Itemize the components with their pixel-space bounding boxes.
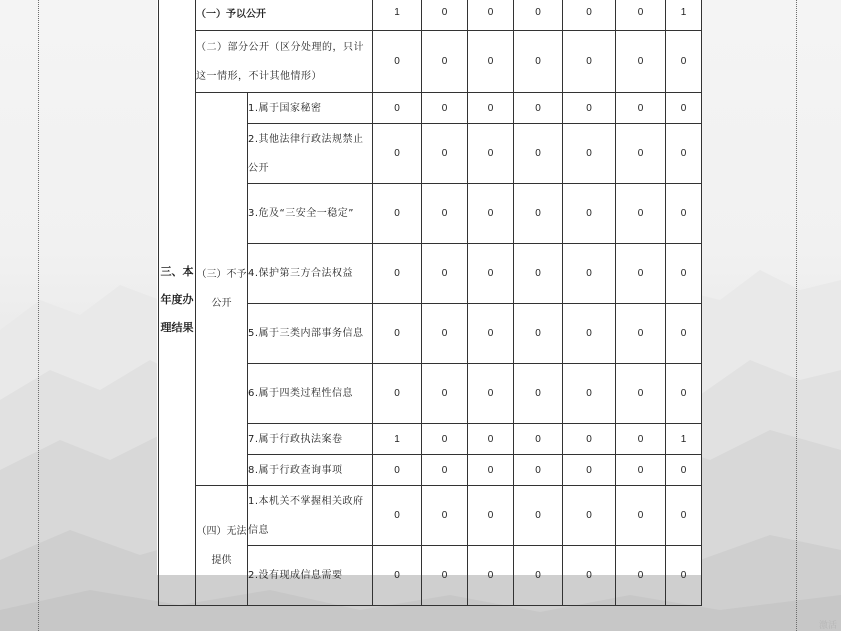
value-cell: 0 bbox=[373, 93, 422, 124]
value-cell: 0 bbox=[468, 31, 514, 93]
value-cell: 0 bbox=[563, 93, 616, 124]
section-heading-cell bbox=[159, 0, 196, 606]
value-cell: 0 bbox=[422, 244, 468, 304]
section-title: 三、本年度办理结果 bbox=[160, 265, 194, 334]
value-cell: 0 bbox=[468, 546, 514, 606]
value-cell: 0 bbox=[616, 546, 666, 606]
value-cell: 0 bbox=[616, 424, 666, 455]
group-label-cell bbox=[196, 93, 248, 486]
value-cell: 0 bbox=[616, 31, 666, 93]
value-cell: 0 bbox=[514, 184, 563, 244]
value-cell: 0 bbox=[373, 364, 422, 424]
value-cell: 0 bbox=[422, 455, 468, 486]
value-cell: 0 bbox=[666, 184, 702, 244]
value-cell: 0 bbox=[514, 93, 563, 124]
value-cell: 0 bbox=[666, 31, 702, 93]
value-cell: 0 bbox=[563, 244, 616, 304]
row-label: 7.属于行政执法案卷 bbox=[248, 424, 373, 455]
value-cell: 0 bbox=[468, 424, 514, 455]
row-label: 2.没有现成信息需要 bbox=[248, 546, 373, 606]
group-title: （四）无法提供 bbox=[196, 525, 247, 566]
value-cell: 0 bbox=[422, 364, 468, 424]
group-label-cell bbox=[196, 486, 248, 606]
value-cell: 0 bbox=[373, 124, 422, 184]
value-cell: 0 bbox=[373, 304, 422, 364]
value-cell: 0 bbox=[468, 124, 514, 184]
value-cell: 0 bbox=[468, 93, 514, 124]
table-row bbox=[159, 31, 702, 93]
value-cell: 0 bbox=[422, 93, 468, 124]
value-cell: 0 bbox=[666, 364, 702, 424]
value-cell: 0 bbox=[563, 546, 616, 606]
value-cell: 0 bbox=[514, 124, 563, 184]
value-cell: 1 bbox=[373, 424, 422, 455]
value-cell: 0 bbox=[514, 31, 563, 93]
value-cell: 0 bbox=[666, 455, 702, 486]
value-cell: 0 bbox=[563, 424, 616, 455]
value-cell: 0 bbox=[468, 244, 514, 304]
table-row bbox=[159, 486, 702, 546]
table-row bbox=[159, 93, 702, 124]
value-cell: 0 bbox=[514, 486, 563, 546]
value-cell: 0 bbox=[563, 0, 616, 31]
value-cell: 0 bbox=[373, 31, 422, 93]
value-cell: 0 bbox=[666, 546, 702, 606]
value-cell: 0 bbox=[563, 184, 616, 244]
row-label: 1.本机关不掌握相关政府信息 bbox=[248, 486, 373, 546]
value-cell: 0 bbox=[563, 31, 616, 93]
value-cell: 0 bbox=[666, 304, 702, 364]
row-label: （二）部分公开（区分处理的，只计这一情形，不计其他情形） bbox=[196, 31, 373, 93]
row-label: 2.其他法律行政法规禁止公开 bbox=[248, 124, 373, 184]
value-cell: 0 bbox=[422, 546, 468, 606]
disclosure-statistics-table bbox=[158, 0, 702, 606]
value-cell: 0 bbox=[422, 486, 468, 546]
value-cell: 0 bbox=[616, 364, 666, 424]
value-cell: 0 bbox=[514, 364, 563, 424]
value-cell: 0 bbox=[616, 244, 666, 304]
value-cell: 1 bbox=[373, 0, 422, 31]
value-cell: 0 bbox=[616, 93, 666, 124]
value-cell: 0 bbox=[563, 304, 616, 364]
value-cell: 0 bbox=[563, 364, 616, 424]
value-cell: 0 bbox=[468, 486, 514, 546]
row-label: 4.保护第三方合法权益 bbox=[248, 244, 373, 304]
value-cell: 0 bbox=[422, 424, 468, 455]
value-cell: 0 bbox=[468, 455, 514, 486]
right-guide-line bbox=[796, 0, 797, 631]
value-cell: 0 bbox=[666, 93, 702, 124]
row-label: 3.危及“三安全一稳定” bbox=[248, 184, 373, 244]
value-cell: 0 bbox=[373, 184, 422, 244]
value-cell: 0 bbox=[422, 124, 468, 184]
activation-watermark: 激活 bbox=[818, 621, 837, 631]
value-cell: 0 bbox=[422, 31, 468, 93]
value-cell: 0 bbox=[422, 0, 468, 31]
left-guide-line bbox=[38, 0, 39, 631]
value-cell: 0 bbox=[616, 124, 666, 184]
value-cell: 0 bbox=[468, 0, 514, 31]
row-label: 8.属于行政查询事项 bbox=[248, 455, 373, 486]
value-cell: 1 bbox=[666, 424, 702, 455]
value-cell: 0 bbox=[373, 486, 422, 546]
value-cell: 0 bbox=[422, 184, 468, 244]
value-cell: 0 bbox=[514, 546, 563, 606]
value-cell: 0 bbox=[616, 455, 666, 486]
value-cell: 0 bbox=[422, 304, 468, 364]
value-cell: 0 bbox=[514, 304, 563, 364]
value-cell: 0 bbox=[514, 455, 563, 486]
document-page bbox=[157, 0, 702, 581]
value-cell: 0 bbox=[514, 0, 563, 31]
value-cell: 0 bbox=[563, 124, 616, 184]
value-cell: 0 bbox=[514, 424, 563, 455]
value-cell: 0 bbox=[616, 0, 666, 31]
row-label: 5.属于三类内部事务信息 bbox=[248, 304, 373, 364]
table-row bbox=[159, 0, 702, 31]
value-cell: 0 bbox=[666, 124, 702, 184]
value-cell: 0 bbox=[616, 184, 666, 244]
value-cell: 0 bbox=[616, 486, 666, 546]
value-cell: 0 bbox=[468, 304, 514, 364]
row-label: （一）予以公开 bbox=[196, 0, 373, 31]
value-cell: 0 bbox=[468, 184, 514, 244]
row-label: 1.属于国家秘密 bbox=[248, 93, 373, 124]
value-cell: 0 bbox=[468, 364, 514, 424]
value-cell: 0 bbox=[514, 244, 563, 304]
row-label: 6.属于四类过程性信息 bbox=[248, 364, 373, 424]
value-cell: 0 bbox=[616, 304, 666, 364]
value-cell: 1 bbox=[666, 0, 702, 31]
value-cell: 0 bbox=[373, 455, 422, 486]
value-cell: 0 bbox=[373, 546, 422, 606]
value-cell: 0 bbox=[373, 244, 422, 304]
group-title: （三）不予公开 bbox=[196, 269, 247, 309]
value-cell: 0 bbox=[666, 244, 702, 304]
value-cell: 0 bbox=[666, 486, 702, 546]
value-cell: 0 bbox=[563, 486, 616, 546]
value-cell: 0 bbox=[563, 455, 616, 486]
